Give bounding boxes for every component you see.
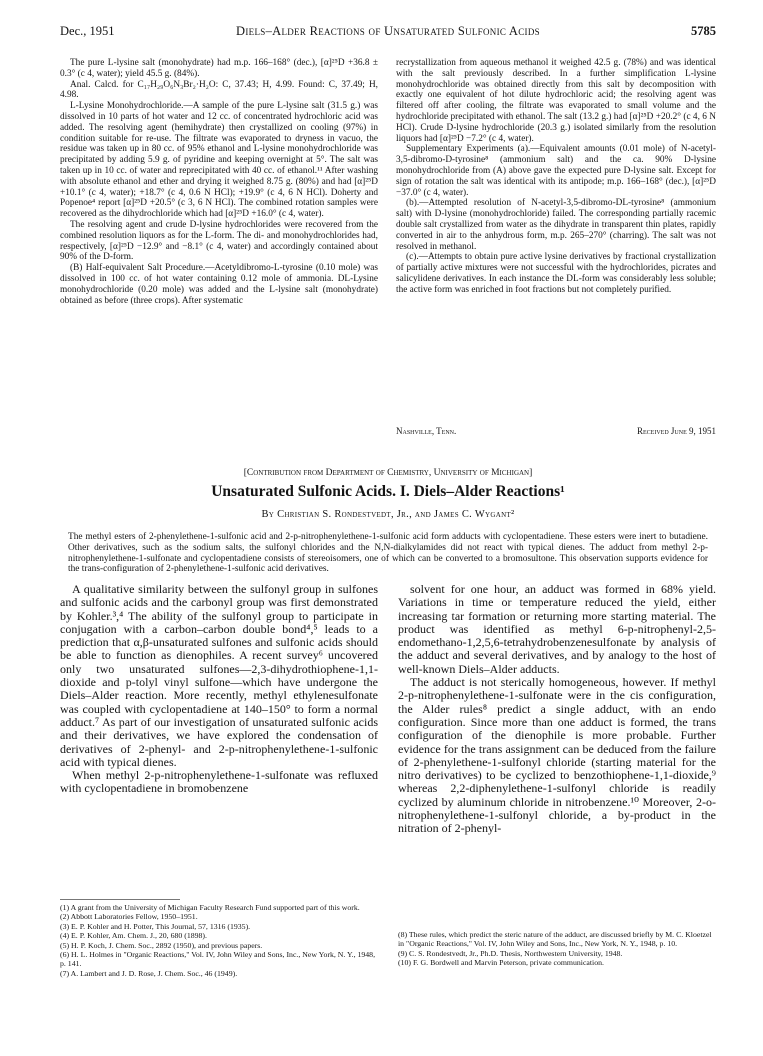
abstract: The methyl esters of 2-phenylethene-1-sulfonic acid and 2-p-nitrophenylethene-1-sulfonic acid form adducts with cyclopentadiene. These esters were inert to butadiene. Other derivatives, such as the sodium salts, the sulfonyl chlorides and the N,N-dialkylamides did not react with typical dienes. The adduct from methyl 2-p-nitrophenylethene-1-sulfonate and cyclopentadiene consists of stereoisomers, one of which can be converted to a bromosultone. This observation supports evidence for the trans-configuration of 2-phenylethene-1-sulfonic acid derivatives. (68, 532, 708, 575)
paragraph: The resolving agent and crude D-lysine hydrochlorides were recovered from the combined resolution liquors as for the L-form. The di- and monohydrochlorides had, respectively, [α]²⁵D −12.9° and −8.1° (c 4, water) and accordingly contained about 90% of the D-form. (60, 219, 378, 263)
author-line: By Christian S. Rondestvedt, Jr., and James C. Wygant² (261, 509, 515, 520)
paragraph: Anal. Calcd. for C₁₇H₂₉O₆N₃Br₂·H₂O: C, 37.43; H, 4.99. Found: C, 37.49; H, 4.98. (60, 79, 378, 101)
footnote: (7) A. Lambert and J. D. Rose, J. Chem. Soc., 46 (1949). (60, 968, 238, 978)
running-title: Diels–Alder Reactions of Unsaturated Sulfonic Acids (236, 24, 540, 38)
previous-article-column-left (60, 58, 378, 492)
footnote: (10) F. G. Bordwell and Marvin Peterson, private communication. (398, 958, 604, 968)
location: Nashville, Tenn. (396, 426, 457, 436)
paragraph: recrystallization from aqueous methanol it weighed 42.5 g. (78%) and was identical with the salt previously described. In a further simplification L-lysine monohydrochloride was obtained directly from this salt by decomposition with exactly one equivalent of hot dilute hydrochloric acid; the resolving agent was filtered off after cooling, the filtrate was evaporated to small volume and the hydrochloride precipitated with ethanol. The salt (13.2 g.) had [α]²⁵D +20.2° (c 4, 6 N HCl). Crude D-lysine hydrochloride (20.3 g.) isolated similarly from the resolution liquors had [α]²⁵D −7.2° (c 4, water). (396, 58, 716, 144)
footnote: (2) Abbott Laboratories Fellow, 1950–1951. (60, 912, 198, 922)
footnote: (9) C. S. Rondestvedt, Jr., Ph.D. Thesis, Northwestern University, 1948. (398, 948, 623, 958)
paragraph: L-Lysine Monohydrochloride.—A sample of the pure L-lysine salt (31.5 g.) was dissolved in 10 parts of hot water and 12 cc. of concentrated hydrochloric acid was added. The resolving agent (hemihydrate) then crystallized on cooling (97%) in condition suitable for re-use. The filtrate was evaporated to dryness in vacuo, the residue was taken up in 80 cc. of 95% ethanol and L-lysine monohydrochloride was precipitated by adding 5.9 g. of pyridine and keeping overnight at 5°. The salt was taken up in 10 cc. of water and reprecipitated with 40 cc. of ethanol.¹¹ After washing with absolute ethanol and ether and drying it weighed 8.75 g. (80%) and had [α]²⁵D +10.1° (c 4, water); +18.7° (c 4, 0.6 N HCl); +19.9° (c 4, 6 N HCl). Doherty and Popenoe⁴ report [α]²⁵D +20.5° (c 3, 6 N HCl). The combined rotation samples were recovered as the dihydrochloride which had [α]²⁵D +16.0° (c 4, water). (60, 101, 378, 220)
body-column-right (398, 583, 716, 927)
running-head (60, 24, 716, 42)
body-column-left (60, 583, 378, 899)
footnote: (8) These rules, which predict the steric nature of the adduct, are discussed briefly by M. C. Kloetzel in "Organic Reactions," Vol. IV, John Wiley and Sons, Inc., New York, N. Y., 1948, p. 10. (398, 930, 712, 949)
footnote: (1) A grant from the University of Michigan Faculty Research Fund supported part of this work. (60, 903, 360, 912)
paragraph: Supplementary Experiments (a).—Equivalent amounts (0.01 mole) of N-acetyl-3,5-dibromo-D-tyrosine⁸ (ammonium salt) and the ca. 90% D-lysine monohydrochloride from (A) above gave the expected pure D-lysine salt. Except for sign of rotation the salt was identical with its antipode; m.p. 166–168° (dec.), [α]²⁵D −37.0° (c 4, water). (396, 144, 716, 198)
footnote: (6) H. L. Holmes in "Organic Reactions," Vol. IV, John Wiley and Sons, Inc., New York, N. Y., 1948, p. 141. (60, 950, 376, 969)
footnote: (4) E. P. Kohler, Am. Chem. J., 20, 680 (1898). (60, 931, 207, 941)
paragraph: When methyl 2-p-nitrophenylethene-1-sulfonate was refluxed with cyclopentadiene in bromobenzene (60, 768, 378, 796)
issue-date: Dec., 1951 (60, 24, 115, 38)
received-date: Received June 9, 1951 (637, 426, 716, 436)
paragraph: A qualitative similarity between the sulfonyl group in sulfones and sulfonic acids and the carbonyl group was first demonstrated by Kohler.³,⁴ The ability of the sulfonyl group to participate in conjugation with a carbon–carbon double bond⁴,⁵ leads to a prediction that α,β-unsaturated sulfones and sulfonic acids should be able to function as dienophiles. A recent survey⁶ uncovered only two unsaturated sulfones—2,3-dihydrothiophene-1,1-dioxide and p-tolyl vinyl sulfone—which have undergone the Diels–Alder reaction. More recently, methyl ethylenesulfonate was coupled with cyclopentadiene at 140–150° to form a normal adduct.⁷ As part of our investigation of unsaturated sulfonic acids and their derivatives, we have explored the condensation of derivatives of 2-phenyl- and 2-p-nitrophenylethene-1-sulfonic acid with typical dienes. (60, 583, 378, 769)
footnote: (3) E. P. Kohler and H. Potter, This Journal, 57, 1316 (1935). (60, 921, 251, 931)
paragraph: The pure L-lysine salt (monohydrate) had m.p. 166–168° (dec.), [α]²⁵D +36.8 ± 0.3° (c 4, water); yield 45.5 g. (84%). (60, 58, 378, 79)
paragraph: (c).—Attempts to obtain pure active lysine derivatives by fractional crystallization of partially active mixtures were not successful with the hydrochlorides, picrates and salicylidene derivatives. In each instance the DL-form was considerably less soluble; the active form was enriched in foot fractions but not completely purified. (396, 252, 716, 295)
footnote: (5) H. P. Koch, J. Chem. Soc., 2892 (1950), and previous papers. (60, 940, 263, 950)
article-title: Unsaturated Sulfonic Acids. I. Diels–Alder Reactions¹ (211, 483, 565, 500)
paragraph: solvent for one hour, an adduct was formed in 68% yield. Variations in time or temperature reduced the yield, either increasing tar formation or returning more starting material. The product was identified as methyl 6-p-nitrophenyl-2,5-endomethano-1,2,5,6-tetrahydrobenzenesulfonate by analysis of the adduct and several derivatives, and by analogy to the host of well-known Diels–Alder adducts. (398, 583, 716, 676)
paragraph: The adduct is not sterically homogeneous, however. If methyl 2-p-nitrophenylethene-1-sulfonate were in the cis configuration, the Alder rules⁸ predict a single adduct, with an endo configuration. Since more than one adduct is formed, the trans configuration of the dienophile is more probable. Further evidence for the trans assignment can be deduced from the failure of 2-phenylethene-1-sulfonyl chloride (starting material for the nitro derivatives) to be cyclized to benzothiophene-1,1-dioxide,⁹ whereas 2,2-diphenylethene-1-sulfonyl chloride is readily cyclized by aluminum chloride in nitrobenzene.¹⁰ Moreover, 2-o-nitrophenylethene-1-sulfonyl chloride, a by-product in the nitration of 2-phenyl- (398, 675, 716, 836)
journal-page (60, 0, 716, 1056)
contribution-line: [Contribution from Department of Chemistry, University of Michigan] (243, 468, 533, 478)
footnote-rule (60, 899, 180, 900)
footnotes-right (398, 930, 716, 968)
paragraph: (b).—Attempted resolution of N-acetyl-3,5-dibromo-DL-tyrosine⁸ (ammonium salt) with D-lysine (monohydrochloride) failed. The corresponding partially racemic double salt crystallized from water as the dihydrate in transparent thin plates, rapidly converted in air to the anhydrous form, m.p. 265–270° (charring). The salt was not resolved in methanol. (396, 198, 716, 252)
page-number: 5785 (691, 24, 716, 38)
paragraph: (B) Half-equivalent Salt Procedure.—Acetyldibromo-L-tyrosine (0.10 mole) was dissolved in 100 cc. of hot water containing 0.12 mole of ammonia. DL-Lysine monohydrochloride (0.20 mole) was added and the L-lysine salt (monohydrate) obtained as before (three crops). After systematic (60, 263, 378, 306)
footnotes-left (60, 903, 378, 978)
